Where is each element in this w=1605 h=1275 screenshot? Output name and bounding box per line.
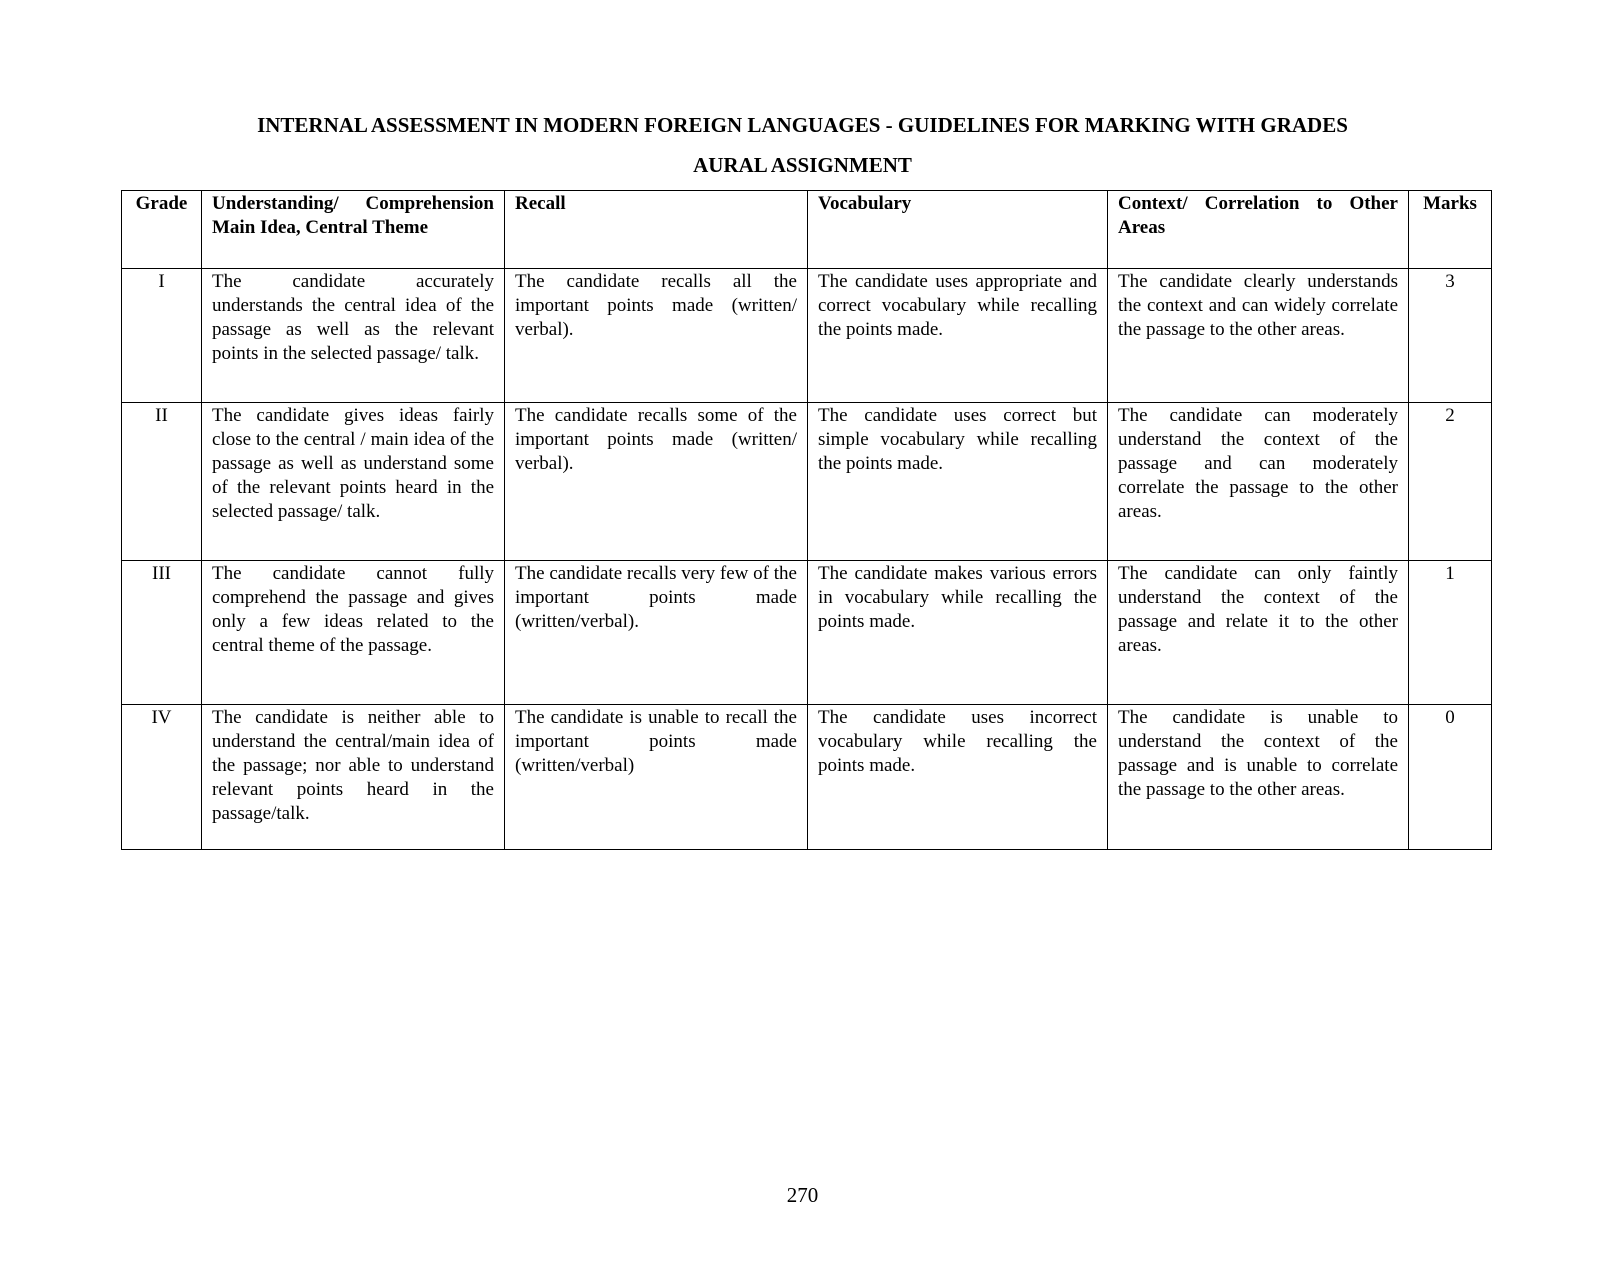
vocabulary-cell: The candidate makes various errors in vocabulary while recalling the points made. [808, 561, 1108, 705]
context-cell: The candidate can moderately understand the context of the passage and can moderately correlate the passage to the other areas. [1108, 403, 1409, 561]
grade-cell: III [122, 561, 202, 705]
header-grade: Grade [122, 191, 202, 269]
grade-cell: IV [122, 705, 202, 850]
page-title: INTERNAL ASSESSMENT IN MODERN FOREIGN LANGUAGES - GUIDELINES FOR MARKING WITH GRADES [257, 113, 1348, 137]
header-understanding: Understanding/ Comprehension Main Idea, Central Theme [202, 191, 505, 269]
recall-cell: The candidate recalls very few of the important points made (written/verbal). [505, 561, 808, 705]
table-row [122, 705, 1492, 850]
marks-cell: 1 [1409, 561, 1492, 705]
grade-cell: I [122, 269, 202, 403]
table-row [122, 561, 1492, 705]
grade-cell: II [122, 403, 202, 561]
recall-cell: The candidate is unable to recall the important points made (written/verbal) [505, 705, 808, 850]
context-cell: The candidate can only faintly understand the context of the passage and relate it to the other areas. [1108, 561, 1409, 705]
vocabulary-cell: The candidate uses correct but simple vocabulary while recalling the points made. [808, 403, 1108, 561]
table-row [122, 403, 1492, 561]
vocabulary-cell: The candidate uses incorrect vocabulary while recalling the points made. [808, 705, 1108, 850]
table-row [122, 269, 1492, 403]
recall-cell: The candidate recalls all the important points made (written/ verbal). [505, 269, 808, 403]
marks-cell: 0 [1409, 705, 1492, 850]
section-subtitle: AURAL ASSIGNMENT [693, 153, 912, 177]
context-cell: The candidate is unable to understand the context of the passage and is unable to correlate the passage to the other areas. [1108, 705, 1409, 850]
page-number: 270 [786, 1183, 819, 1207]
table-header-row [122, 191, 1492, 269]
grading-rubric-table [121, 190, 1492, 850]
context-cell: The candidate clearly understands the context and can widely correlate the passage to the other areas. [1108, 269, 1409, 403]
recall-cell: The candidate recalls some of the important points made (written/ verbal). [505, 403, 808, 561]
understanding-cell: The candidate accurately understands the central idea of the passage as well as the relevant points in the selected passage/ talk. [202, 269, 505, 403]
header-context: Context/ Correlation to Other Areas [1108, 191, 1409, 269]
header-marks: Marks [1409, 191, 1492, 269]
marks-cell: 3 [1409, 269, 1492, 403]
marks-cell: 2 [1409, 403, 1492, 561]
vocabulary-cell: The candidate uses appropriate and correct vocabulary while recalling the points made. [808, 269, 1108, 403]
understanding-cell: The candidate cannot fully comprehend the passage and gives only a few ideas related to the central theme of the passage. [202, 561, 505, 705]
understanding-cell: The candidate gives ideas fairly close to the central / main idea of the passage as well as understand some of the relevant points heard in the selected passage/ talk. [202, 403, 505, 561]
header-recall: Recall [505, 191, 808, 269]
understanding-cell: The candidate is neither able to understand the central/main idea of the passage; nor able to understand relevant points heard in the passage/talk. [202, 705, 505, 850]
header-vocabulary: Vocabulary [808, 191, 1108, 269]
